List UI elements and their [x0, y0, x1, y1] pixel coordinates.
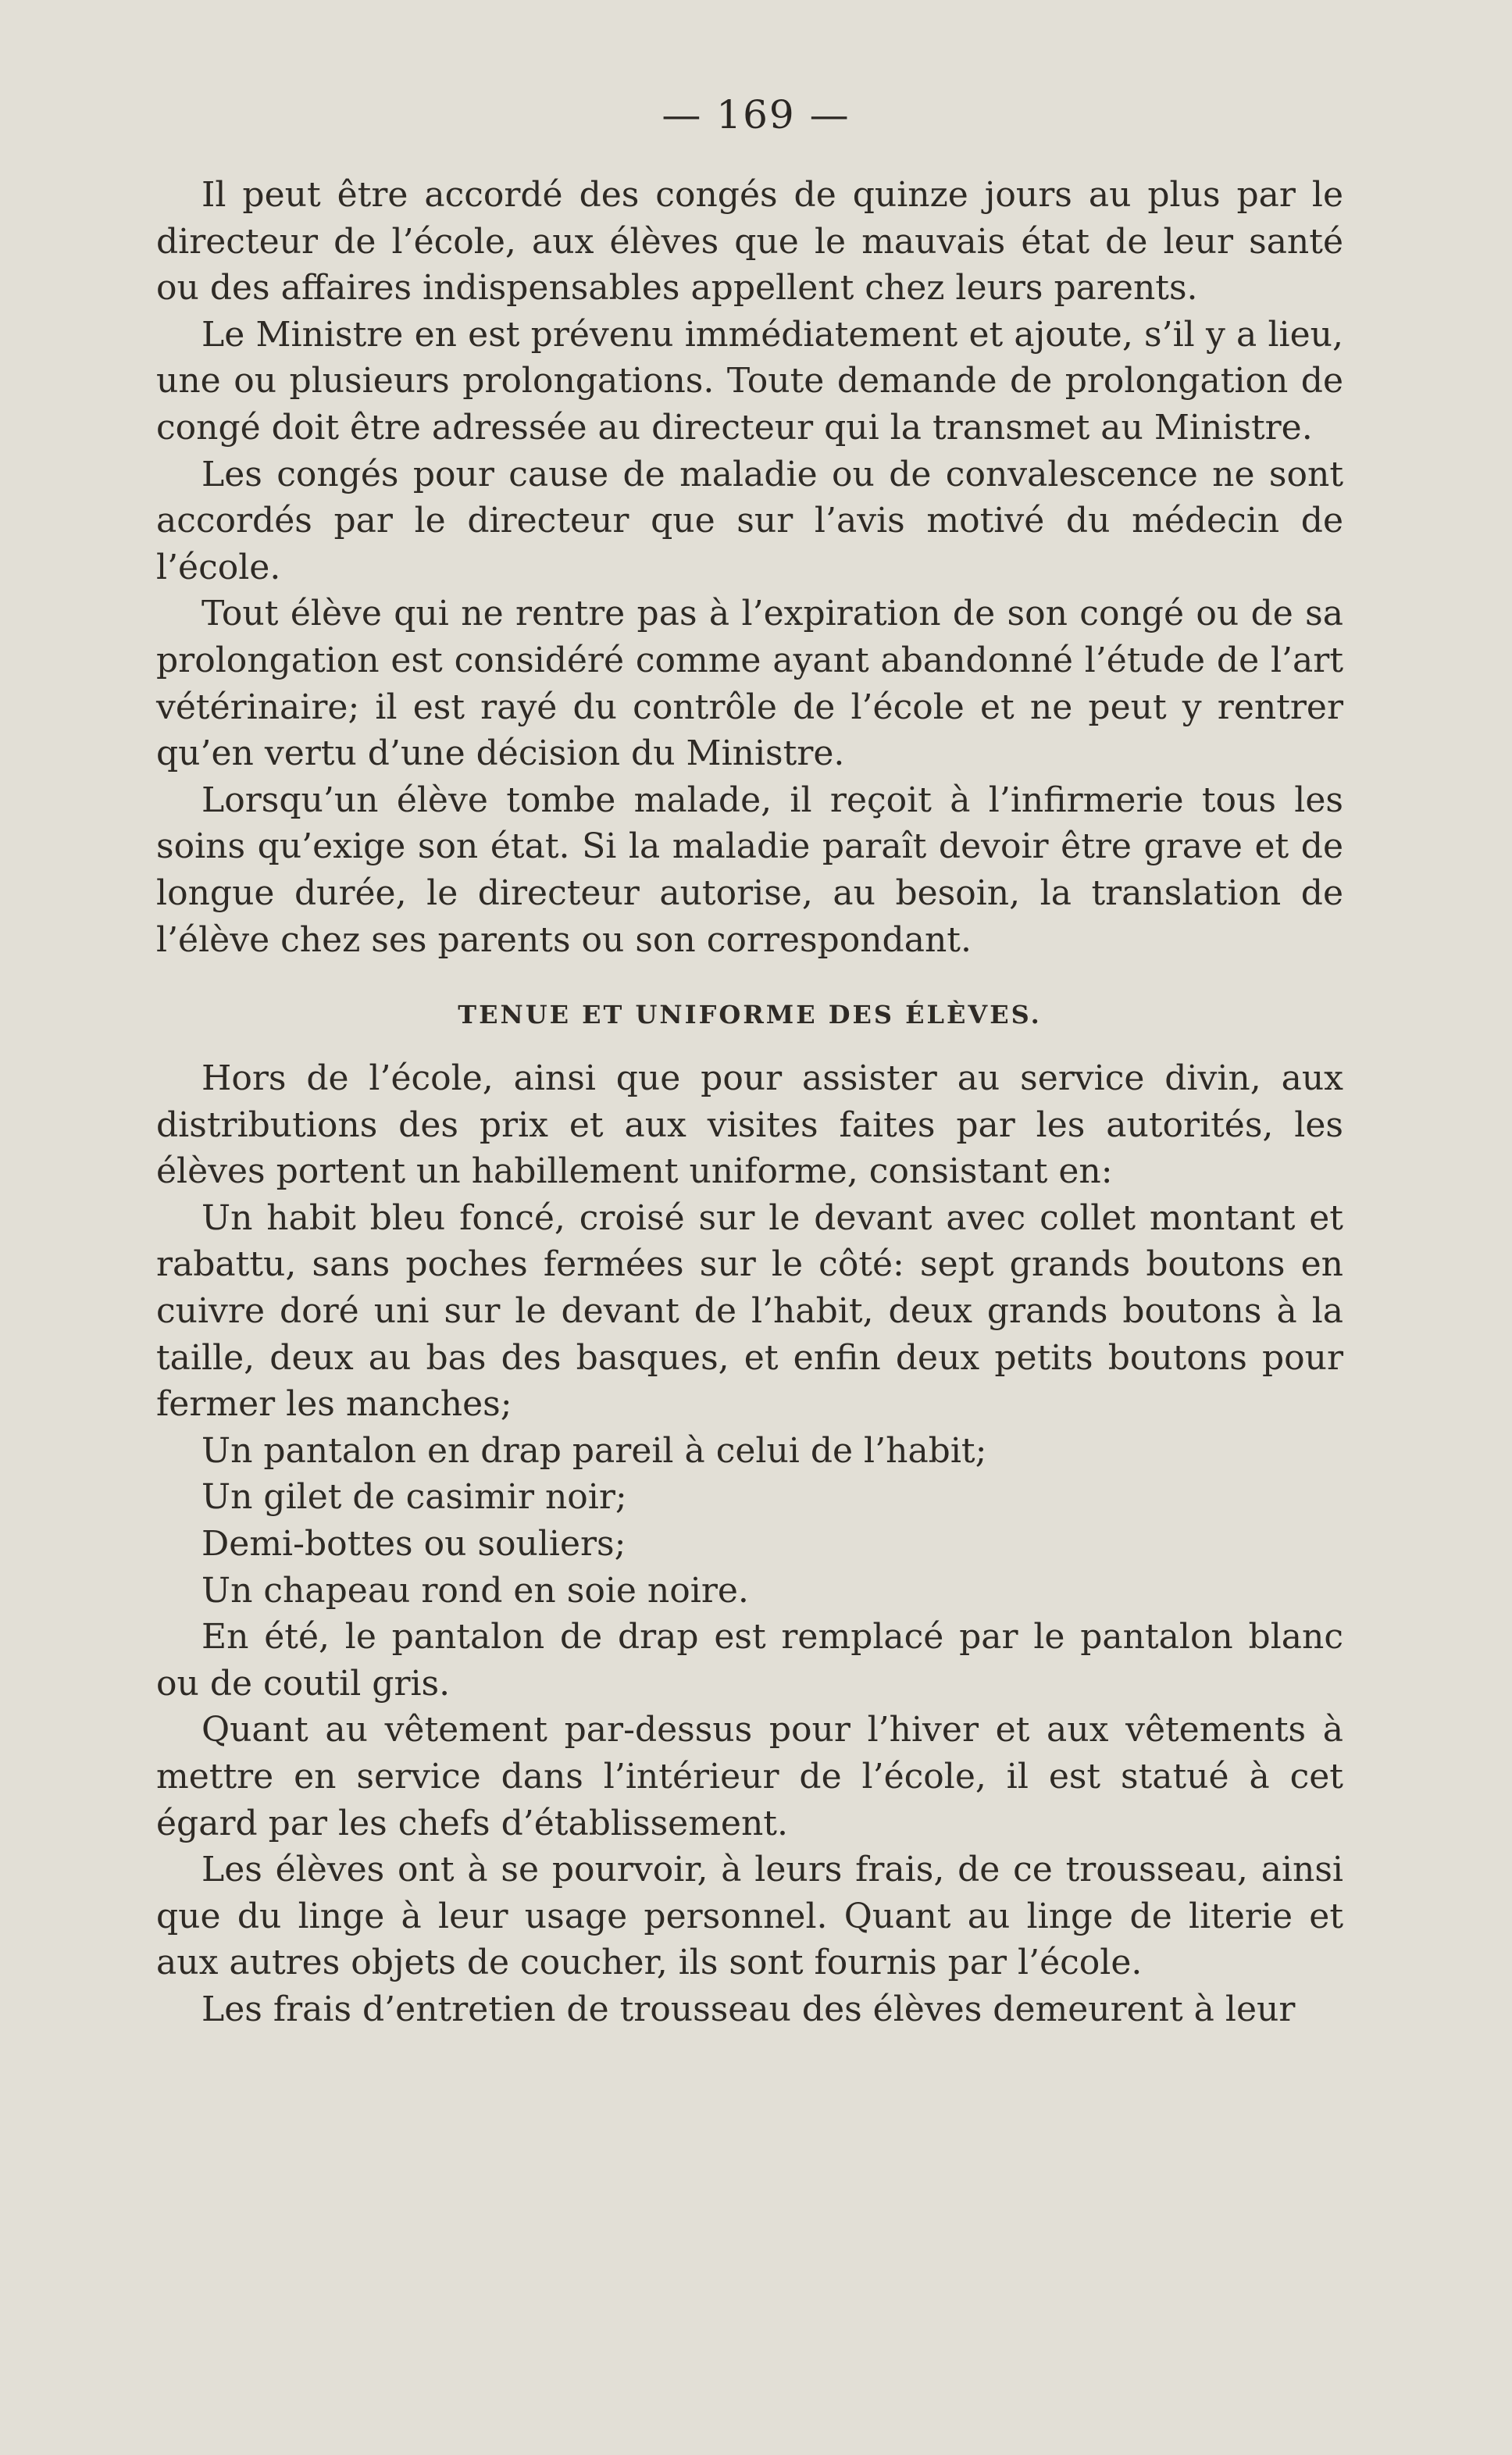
- paragraph-trousseau: Les élèves ont à se pourvoir, à leurs frais, de ce trousseau, ainsi que du linge à leur usage personnel. Quant au linge de literie et aux autres objets de coucher, ils sont fournis par l’école.: [156, 1850, 1343, 1983]
- list-item-boots: Demi-bottes ou souliers;: [201, 1524, 626, 1565]
- section-heading: TENUE ET UNIFORME DES ÉLÈVES.: [458, 1000, 1042, 1030]
- paragraph-late-return: Tout élève qui ne rentre pas à l’expiration de son congé ou de sa prolongation est considéré comme ayant abandonné l’étude de l’art vétérinaire; il est rayé du contrôle de l’école et ne peut y rentrer qu’en vertu d’une décision du Ministre.: [156, 594, 1343, 774]
- paragraph-summer: En été, le pantalon de drap est remplacé par le pantalon blanc ou de coutil gris.: [156, 1617, 1343, 1704]
- page-number: — 169 —: [662, 92, 850, 137]
- body-text: [156, 172, 1343, 2033]
- paragraph-sick-leave: Les congés pour cause de maladie ou de convalescence ne sont accordés par le directeur que sur l’avis motivé du médecin de l’école.: [156, 454, 1343, 587]
- paragraph-leave-granting: Il peut être accordé des congés de quinze jours au plus par le directeur de l’école, aux élèves que le mauvais état de leur santé ou des affaires indispensables appellent chez leurs parents.: [156, 175, 1343, 309]
- paragraph-illness: Lorsqu’un élève tombe malade, il reçoit à l’infirmerie tous les soins qu’exige son état. Si la maladie paraît devoir être grave et de longue durée, le directeur autorise, au besoin, la translation de l’élève chez ses parents ou son correspondant.: [156, 780, 1343, 960]
- list-item-waistcoat: Un gilet de casimir noir;: [201, 1477, 627, 1518]
- list-item-hat: Un chapeau rond en soie noire.: [201, 1570, 749, 1611]
- paragraph-coat: Un habit bleu foncé, croisé sur le devant avec collet montant et rabattu, sans poches fermées sur le côté: sept grands boutons en cuivre doré uni sur le devant de l’habit, deux grands boutons à la taille, deux au bas des basques, et enfin deux petits boutons pour fermer les manches;: [156, 1197, 1343, 1425]
- paragraph-uniform-intro: Hors de l’école, ainsi que pour assister au service divin, aux distributions des prix et aux visites faites par les autorités, les élèves portent un habillement uniforme, consistant en:: [156, 1058, 1343, 1192]
- list-item-trousers: Un pantalon en drap pareil à celui de l’habit;: [201, 1430, 987, 1471]
- paragraph-maintenance-costs: Les frais d’entretien de trousseau des élèves demeurent à leur: [201, 1989, 1296, 2029]
- paragraph-minister-prolongation: Le Ministre en est prévenu immédiatement et ajoute, s’il y a lieu, une ou plusieurs prolongations. Toute demande de prolongation de congé doit être adressée au directeur qui la transmet au Ministre.: [156, 314, 1343, 448]
- paragraph-winter-garments: Quant au vêtement par-dessus pour l’hiver et aux vêtements à mettre en service dans l’intérieur de l’école, il est statué à cet égard par les chefs d’établissement.: [156, 1710, 1343, 1843]
